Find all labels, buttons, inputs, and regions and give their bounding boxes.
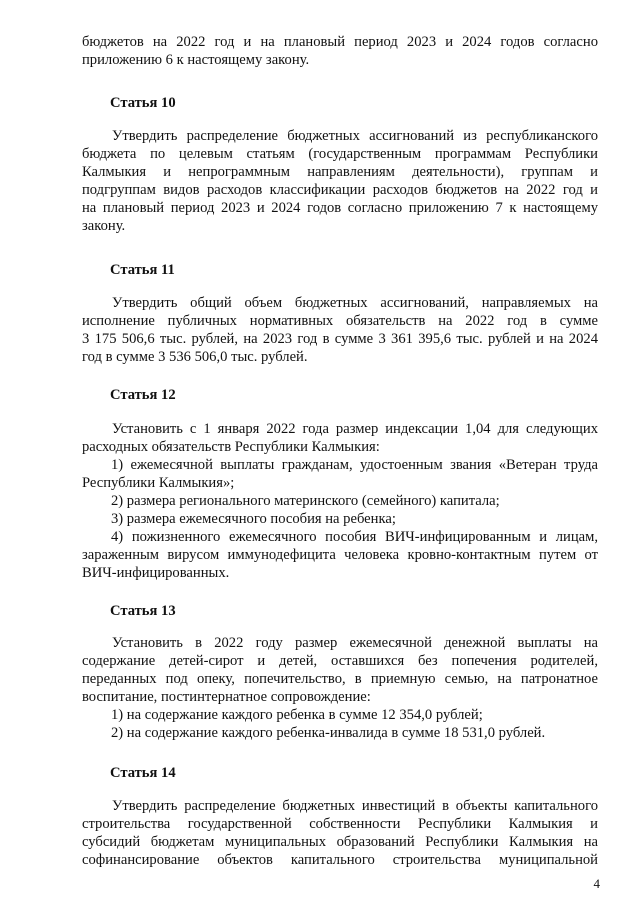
- article-13-heading: Статья 13: [110, 603, 176, 619]
- article-12-heading: Статья 12: [110, 387, 176, 403]
- article-10-heading: Статья 10: [110, 95, 176, 111]
- list-item: 4) пожизненного ежемесячного пособия ВИЧ-инфицированным и лицам,: [111, 529, 598, 545]
- list-item: 1) на содержание каждого ребенка в сумме 12 354,0 рублей;: [111, 707, 483, 723]
- text-line: Установить в 2022 году размер ежемесячной денежной выплаты на: [112, 635, 598, 651]
- article-11-heading: Статья 11: [110, 262, 175, 278]
- list-item-continuation: зараженным вирусом иммунодефицита человека кровно-контактным путем от: [82, 547, 598, 563]
- text-line: закону.: [82, 218, 126, 234]
- text-line: воспитание, постинтернатное сопровождение:: [82, 689, 371, 705]
- article-14-heading: Статья 14: [110, 765, 176, 781]
- text-line: софинансирование объектов капитального строительства муниципальной: [82, 852, 598, 868]
- list-item: 2) на содержание каждого ребенка-инвалида в сумме 18 531,0 рублей.: [111, 725, 546, 741]
- text-line: субсидий бюджетам муниципальных образований Республики Калмыкия на: [82, 834, 598, 850]
- list-item-continuation: Республики Калмыкия»;: [82, 475, 235, 491]
- text-line: Утвердить распределение бюджетных ассигнований из республиканского: [112, 128, 598, 144]
- text-line: переданных под опеку, попечительство, в приемную семью, на патронатное: [82, 671, 598, 687]
- list-item-continuation: ВИЧ-инфицированных.: [82, 565, 230, 581]
- text-line: исполнение публичных нормативных обязательств на 2022 год в сумме: [82, 313, 598, 329]
- text-line: Калмыкия и непрограммным направлениям деятельности), группам и: [82, 164, 598, 180]
- text-line: расходных обязательств Республики Калмыкия:: [82, 439, 380, 455]
- text-line: Утвердить общий объем бюджетных ассигнований, направляемых на: [112, 295, 598, 311]
- list-item: 3) размера ежемесячного пособия на ребенка;: [111, 511, 396, 527]
- list-item: 2) размера регионального материнского (семейного) капитала;: [111, 493, 500, 509]
- text-line: на плановый период 2023 и 2024 годов согласно приложению 7 к настоящему: [82, 200, 598, 216]
- text-line: приложению 6 к настоящему закону.: [82, 52, 310, 68]
- text-line: 3 175 506,6 тыс. рублей, на 2023 год в сумме 3 361 395,6 тыс. рублей и на 2024: [82, 331, 598, 347]
- text-line: содержание детей-сирот и детей, оставшихся без попечения родителей,: [82, 653, 598, 669]
- text-line: Установить с 1 января 2022 года размер индексации 1,04 для следующих: [112, 421, 598, 437]
- text-line: бюджета по целевым статьям (государственным программам Республики: [82, 146, 598, 162]
- text-line: год в сумме 3 536 506,0 тыс. рублей.: [82, 349, 308, 365]
- list-item: 1) ежемесячной выплаты гражданам, удостоенным звания «Ветеран труда: [111, 457, 598, 473]
- text-line: подгруппам видов расходов классификации расходов бюджетов на 2022 год и: [82, 182, 598, 198]
- page-number: 4: [593, 876, 600, 891]
- text-line: бюджетов на 2022 год и на плановый период 2023 и 2024 годов согласно: [82, 34, 598, 50]
- text-line: Утвердить распределение бюджетных инвестиций в объекты капитального: [112, 798, 598, 814]
- text-line: строительства государственной собственности Республики Калмыкия и: [82, 816, 598, 832]
